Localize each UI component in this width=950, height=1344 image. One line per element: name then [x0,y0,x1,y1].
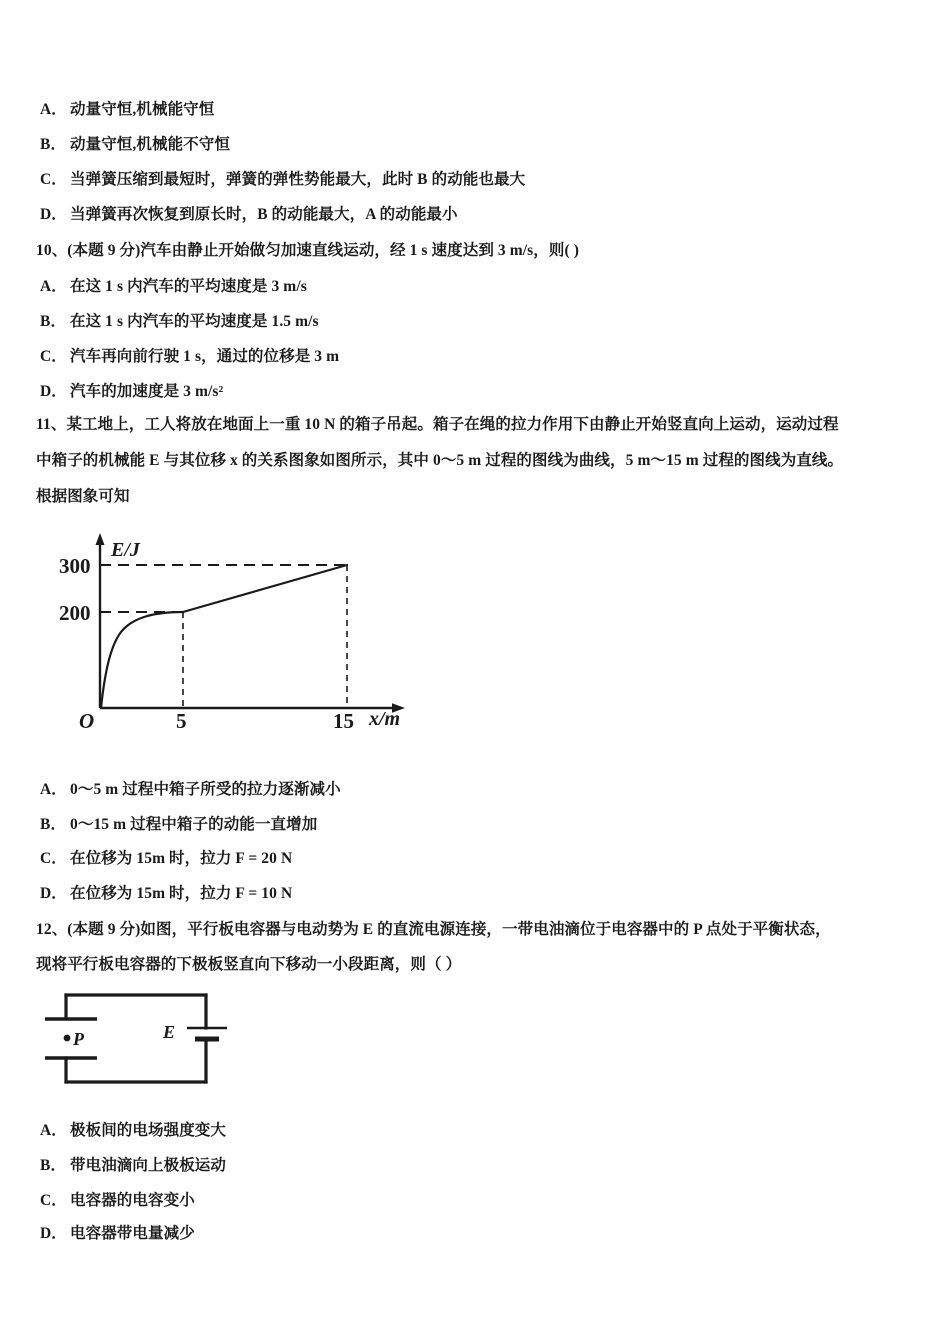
y-tick-200: 200 [59,601,91,625]
y-tick-300: 300 [59,554,91,578]
option-row [40,274,307,296]
option-letter: D． [40,206,67,223]
option-row [40,132,230,154]
option-text: 0～5 m 过程中箱子所受的拉力逐渐减小 [70,781,341,798]
option-letter: C． [40,348,67,365]
battery-label: E [163,1022,176,1042]
option-text: 动量守恒,机械能守恒 [70,101,215,118]
x-tick-15: 15 [333,709,354,730]
point-P-label: P [73,1029,84,1049]
option-text: 汽车的加速度是 3 m/s² [70,383,224,400]
option-letter: B． [40,313,67,330]
option-text: 在位移为 15m 时，拉力 F = 20 N [70,850,293,867]
option-text: 极板间的电场强度变大 [70,1122,227,1139]
option-letter: C． [40,1192,67,1209]
option-letter: D． [40,885,67,902]
question-11-stem-line-2: 中箱子的机械能 E 与其位移 x 的关系图象如图所示，其中 0～5 m 过程的图线为曲线，5 m～15 m 过程的图线为直线。 [36,452,844,469]
option-text: 当弹簧压缩到最短时，弹簧的弹性势能最大，此时 B 的动能也最大 [70,171,526,188]
question-12-stem-line-2: 现将平行板电容器的下极板竖直向下移动一小段距离，则（ ） [36,956,462,973]
question-12-stem-line-1: 12、(本题 9 分)如图，平行板电容器与电动势为 E 的直流电源连接，一带电油滴位于电容器中的 P 点处于平衡状态， [36,921,831,938]
option-text: 带电油滴向上极板运动 [70,1157,227,1174]
question-11-stem-line-1: 11、某工地上，工人将放在地面上一重 10 N 的箱子吊起。箱子在绳的拉力作用下由静止开始竖直向上运动，运动过程 [36,416,839,433]
option-row [40,97,214,119]
option-text: 电容器的电容变小 [70,1192,195,1209]
option-letter: A． [40,101,67,118]
option-row [40,846,292,868]
option-text: 电容器带电量减少 [70,1225,195,1242]
option-row [40,379,223,401]
option-row [40,881,292,903]
option-letter: B． [40,816,67,833]
option-letter: D． [40,383,67,400]
origin-label: O [79,709,95,730]
option-letter: A． [40,278,67,295]
point-P-marker [64,1035,71,1042]
x-axis-label: x/m [369,708,401,730]
option-text: 0～15 m 过程中箱子的动能一直增加 [70,816,318,833]
option-letter: B． [40,136,67,153]
option-row [40,344,339,366]
capacitor-circuit-diagram [45,985,245,1095]
option-row [40,1153,226,1175]
option-letter: C． [40,171,67,188]
option-letter: B． [40,1157,67,1174]
option-row [40,1188,195,1210]
option-text: 在这 1 s 内汽车的平均速度是 1.5 m/s [70,313,319,330]
option-text: 在这 1 s 内汽车的平均速度是 3 m/s [70,278,307,295]
option-row [40,812,317,834]
option-text: 在位移为 15m 时，拉力 F = 10 N [70,885,293,902]
option-letter: A． [40,1122,67,1139]
capacitor-plates [45,1019,97,1058]
y-axis-label: E/J [111,539,140,561]
option-letter: D． [40,1225,67,1242]
option-text: 动量守恒,机械能不守恒 [70,136,230,153]
energy-displacement-graph [55,520,435,730]
option-text: 汽车再向前行驶 1 s，通过的位移是 3 m [70,348,340,365]
option-row [40,202,458,224]
question-10-stem: 10、(本题 9 分)汽车由静止开始做匀加速直线运动，经 1 s 速度达到 3 m/s，则( ) [36,242,579,259]
option-row [40,1118,226,1140]
option-row [40,167,525,189]
battery-symbol [187,1028,227,1039]
option-row [40,1221,195,1243]
x-tick-5: 5 [176,709,187,730]
option-letter: A． [40,781,67,798]
option-row [40,777,341,799]
option-row [40,309,319,331]
option-text: 当弹簧再次恢复到原长时，B 的动能最大，A 的动能最小 [70,206,458,223]
question-11-stem-line-3: 根据图象可知 [36,488,130,505]
option-letter: C． [40,850,67,867]
